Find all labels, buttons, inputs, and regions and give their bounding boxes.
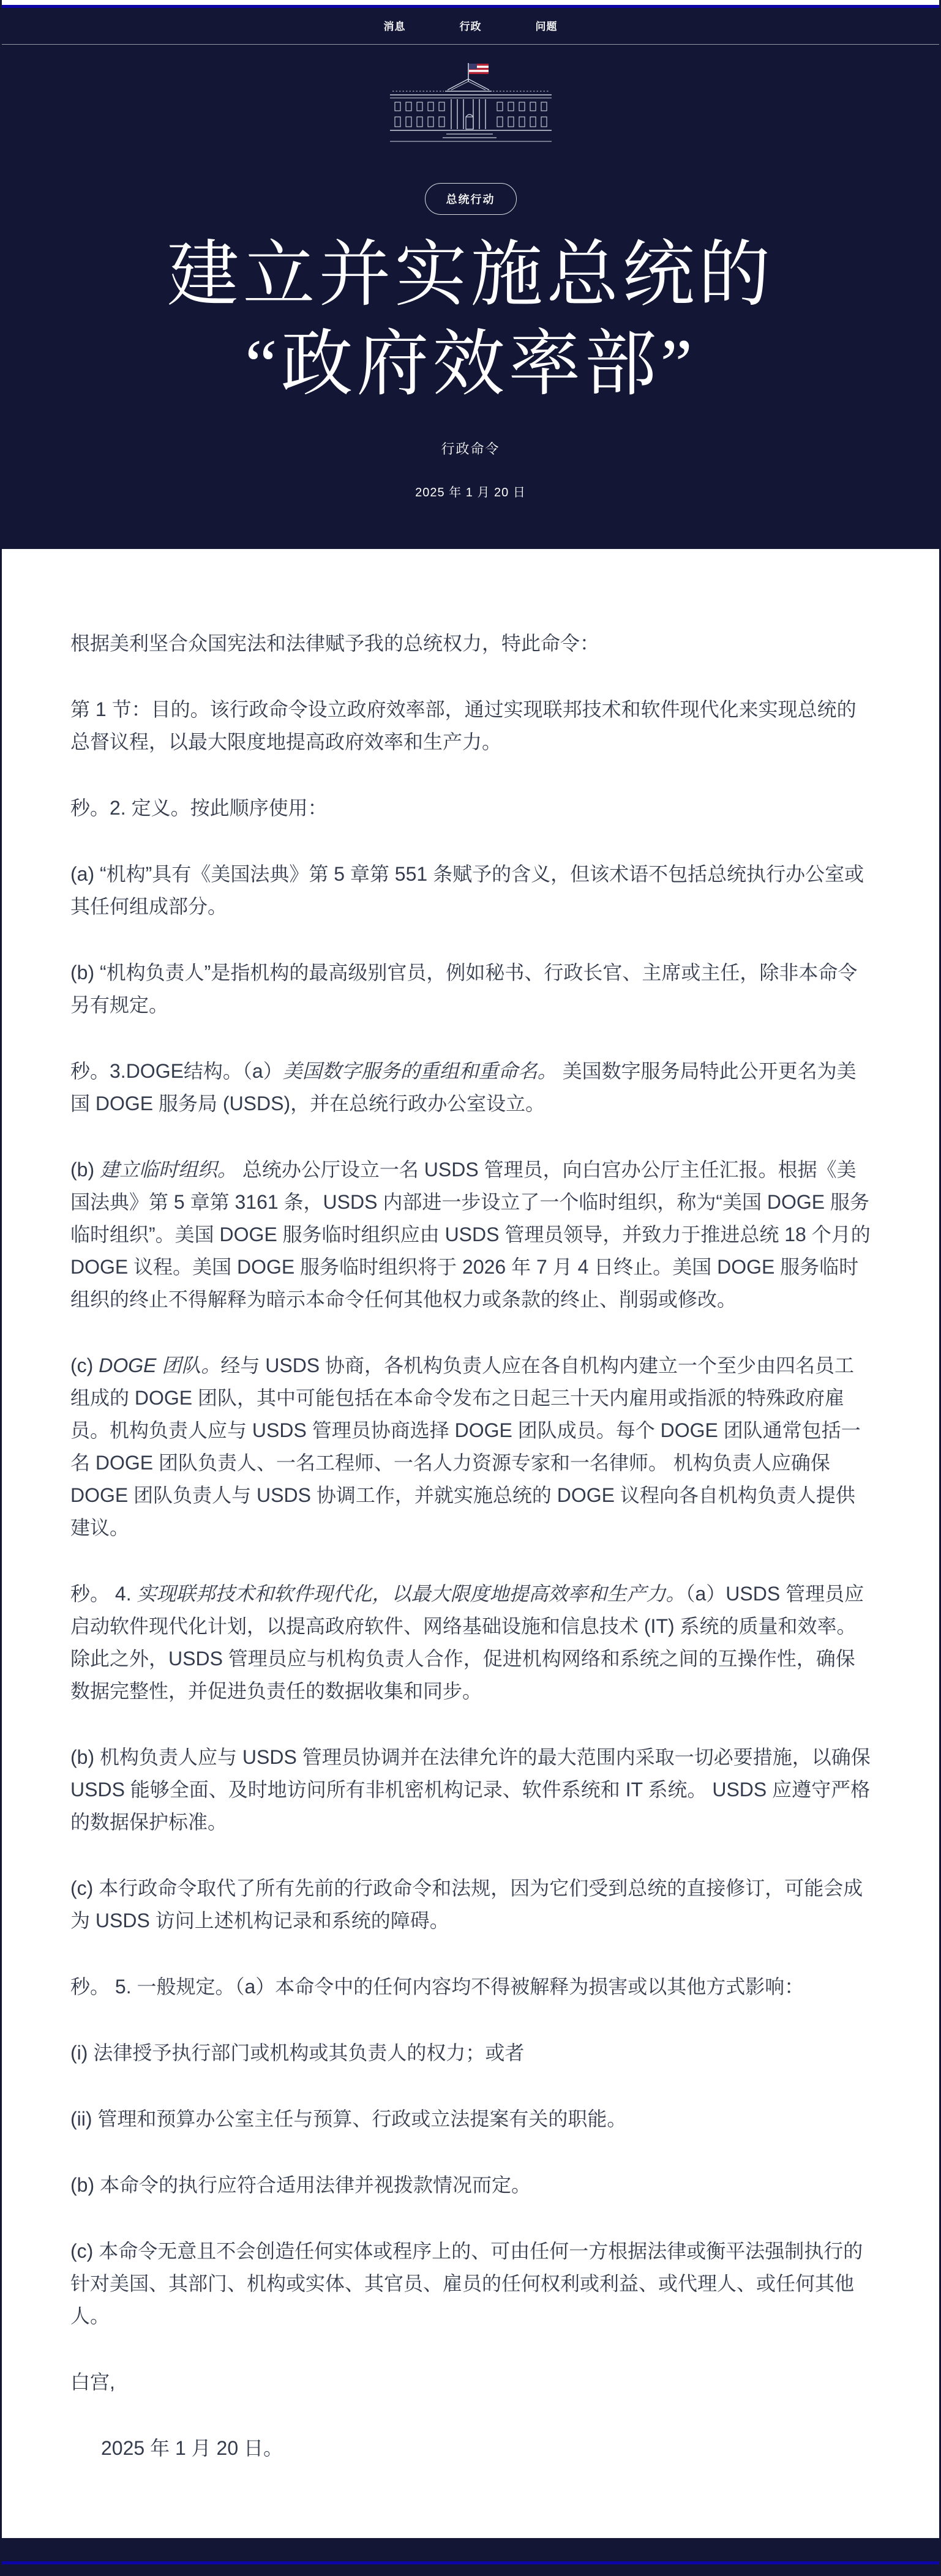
- nav-item-1[interactable]: 消息: [383, 21, 406, 32]
- text: 秒。3.DOGE结构。（a）: [70, 1060, 283, 1082]
- paragraph: [70, 2235, 871, 2332]
- paragraph: [70, 2169, 871, 2201]
- footer: [2, 2538, 939, 2576]
- text: (c): [70, 1354, 99, 1376]
- text: (b): [70, 1159, 100, 1181]
- text: (i) 法律授予执行部门或机构或其负责人的权力；或者: [70, 2042, 525, 2064]
- paragraph: [70, 2432, 871, 2465]
- italic-text: 实现联邦技术和软件现代化，以最大限度地提高效率和生产力。: [137, 1583, 686, 1605]
- paragraph: [70, 1055, 871, 1120]
- presidential-actions-badge[interactable]: 总统行动: [425, 183, 517, 215]
- top-navigation: [2, 8, 939, 45]
- paragraph: [70, 2103, 871, 2135]
- paragraph: [70, 627, 871, 660]
- top-strip: [2, 0, 939, 5]
- text: (b) 本命令的执行应符合适用法律并视拨款情况而定。: [70, 2174, 531, 2196]
- paragraph: [70, 1872, 871, 1937]
- paragraph: [70, 1741, 871, 1839]
- publish-date: 2025 年 1 月 20 日: [415, 486, 526, 499]
- italic-text: 美国数字服务的重组和重命名。: [282, 1060, 557, 1082]
- text: (b) 机构负责人应与 USDS 管理员协调并在法律允许的最大范围内采取一切必要措施，以确保 USDS 能够全面、及时地访问所有非机密机构记录、软件系统和 IT 系统。 USDS 应遵守严格的数据保护标准。: [70, 1746, 871, 1833]
- paragraph: [70, 693, 871, 758]
- paragraph: [70, 1578, 871, 1708]
- title-line-1: 建立并实施总统的: [167, 235, 774, 315]
- footer-accent-line: [2, 2561, 939, 2564]
- us-flag-icon: [468, 63, 489, 81]
- text: 经与 USDS 协商，各机构负责人应在各自机构内建立一个至少由四名员工组成的 DOGE 团队，其中可能包括在本命令发布之日起三十天内雇用或指派的特殊政府雇员。机构负责人应与 USDS 管理员协商选择 DOGE 团队成员。每个 DOGE 团队通常包括一名 DOGE 团队负责人、一名工程师、一名人力资源专家和一名律师。 机构负责人应确保 DOGE 团队负责人与 USDS 协调工作，并就实施总统的 DOGE 议程向各自机构负责人提供建议。: [70, 1354, 861, 1539]
- paragraph: [70, 2366, 871, 2399]
- paragraph: [70, 1154, 871, 1316]
- text: 秒。 4.: [70, 1583, 137, 1605]
- italic-text: DOGE 团队。: [99, 1354, 221, 1376]
- text: (c) 本命令无意且不会创造任何实体或程序上的、可由任何一方根据法律或衡平法强制执行的针对美国、其部门、机构或实体、其官员、雇员的任何权利或利益、或代理人、或任何其他人。: [70, 2240, 863, 2327]
- title-line-2: “政府效率部”: [245, 324, 696, 405]
- white-house-illustration: [2, 61, 939, 144]
- paragraph: [70, 1350, 871, 1544]
- paragraph: [70, 2037, 871, 2069]
- nav-item-2[interactable]: 行政: [459, 21, 482, 32]
- text: (a) “机构”具有《美国法典》第 5 章第 551 条赋予的含义，但该术语不包括总统执行办公室或其任何组成部分。: [70, 863, 864, 917]
- text: 美国数字服务局特此公开更名为美国 DOGE 服务局 (USDS)，并在总统行政办公室设立。: [70, 1060, 857, 1114]
- paragraph: [70, 957, 871, 1021]
- paragraph: [70, 792, 871, 824]
- italic-text: 建立临时组织。: [100, 1159, 238, 1181]
- article-body: [2, 549, 939, 2538]
- white-house-svg: [379, 61, 563, 144]
- text: 2025 年 1 月 20 日。: [101, 2437, 283, 2459]
- text: (c) 本行政命令取代了所有先前的行政命令和法规，因为它们受到总统的直接修订，可能会成为 USDS 访问上述机构记录和系统的障碍。: [70, 1877, 863, 1932]
- text: 根据美利坚合众国宪法和法律赋予我的总统权力，特此命令：: [70, 632, 600, 654]
- text: （a）USDS 管理员应启动软件现代化计划，以提高政府软件、网络基础设施和信息技术 (IT) 系统的质量和效率。除此之外，USDS 管理员应与机构负责人合作，促进机构网络和系统之间的互操作性，确保数据完整性，并促进负责任的数据收集和同步。: [70, 1583, 864, 1702]
- category-label: 行政命令: [441, 441, 500, 457]
- text: 白宫,: [70, 2371, 115, 2393]
- text: 秒。 5. 一般规定。（a）本命令中的任何内容均不得被解释为损害或以其他方式影响：: [70, 1976, 804, 1998]
- paragraph: [70, 858, 871, 923]
- nav-item-3[interactable]: 问题: [535, 21, 558, 32]
- text: (ii) 管理和预算办公室主任与预算、行政或立法提案有关的职能。: [70, 2108, 627, 2130]
- page-title: [2, 231, 939, 409]
- text: (b) “机构负责人”是指机构的最高级别官员，例如秘书、行政长官、主席或主任，除非本命令另有规定。: [70, 961, 858, 1016]
- text: 总统办公厅设立一名 USDS 管理员，向白宫办公厅主任汇报。根据《美国法典》第 5 章第 3161 条，USDS 内部进一步设立了一个临时组织，称为“美国 DOGE 服务临时组织”。美国 DOGE 服务临时组织应由 USDS 管理员领导，并致力于推进总统 18 个月的 DOGE 议程。美国 DOGE 服务临时组织将于 2026 年 7 月 4 日终止。美国 DOGE 服务临时组织的终止不得解释为暗示本命令任何其他权力或条款的终止、削弱或修改。: [70, 1159, 871, 1310]
- text: 第 1 节：目的。该行政命令设立政府效率部，通过实现联邦技术和软件现代化来实现总统的总督议程，以最大限度地提高政府效率和生产力。: [70, 698, 857, 753]
- text: 秒。2. 定义。按此顺序使用：: [70, 797, 328, 819]
- paragraph: [70, 1971, 871, 2003]
- hero-header: [2, 8, 939, 549]
